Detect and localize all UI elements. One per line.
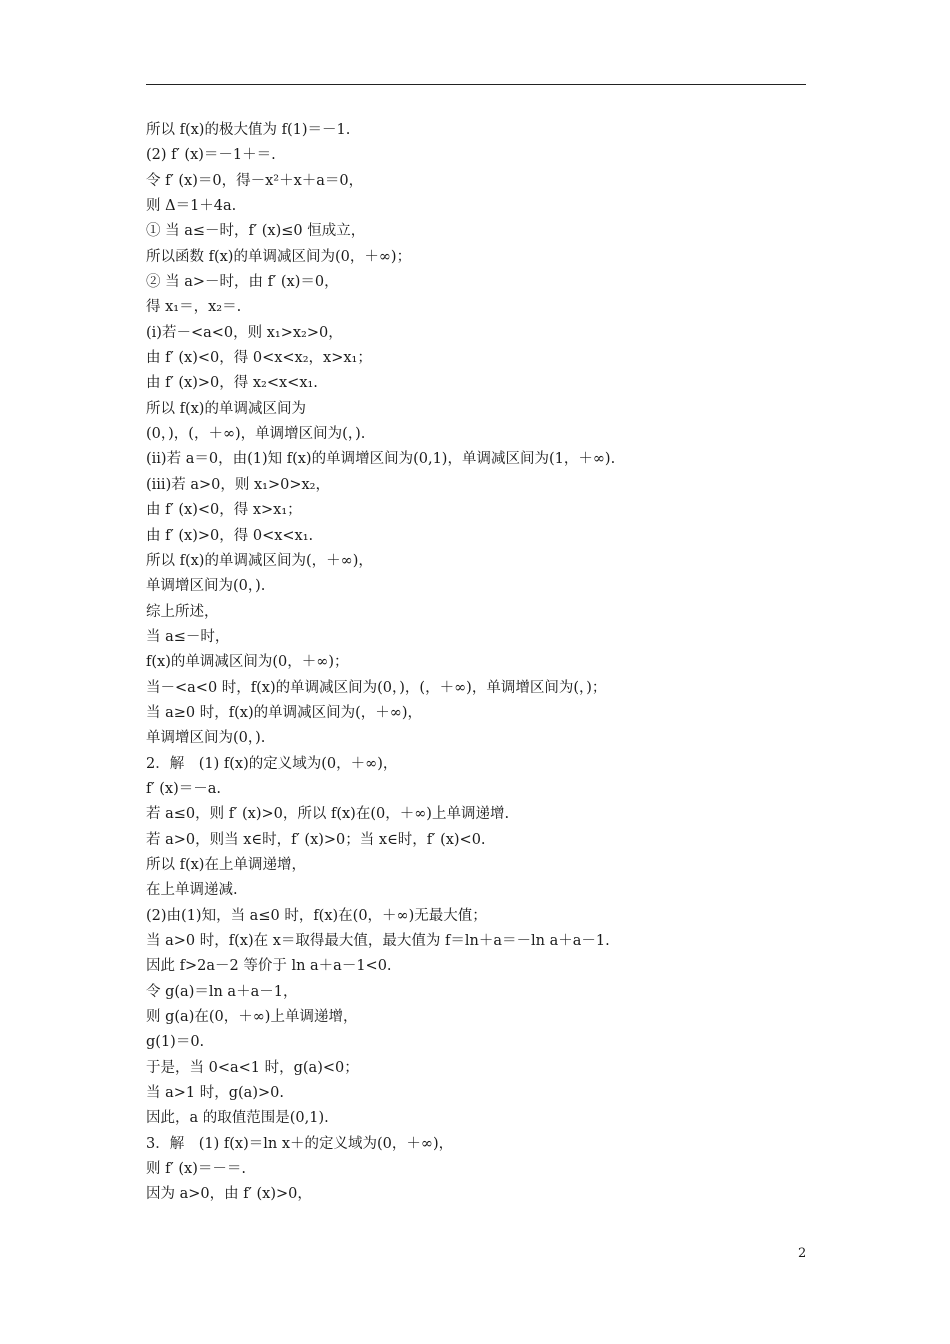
text-line: 则 g(a)在(0，＋∞)上单调递增， [146,1009,358,1026]
text-line: 则 Δ＝1＋4a. [146,198,237,215]
text-line: 令 f′ (x)＝0，得－x²＋x＋a＝0， [146,172,364,189]
text-line: (0，)，(，＋∞)，单调增区间为(，). [146,426,366,443]
text-line: 当 a>0 时，f(x)在 x＝取得最大值，最大值为 f＝ln＋a＝－ln a＋a－1. [146,933,610,949]
text-line: g(1)＝0. [146,1034,205,1051]
text-line: 得 x₁＝，x₂＝. [146,299,242,316]
header-rule [146,84,806,85]
text-line: 由 f′ (x)>0，得 x₂<x<x₁. [146,375,318,392]
text-line: 3．解 (1) f(x)＝ln x＋的定义域为(0，＋∞)， [146,1135,454,1152]
text-line: 当 a≥0 时，f(x)的单调减区间为(，＋∞)， [146,704,422,721]
text-line: 所以 f(x)的单调减区间为(，＋∞)， [146,552,373,569]
text-line: 当 a≤－时， [146,628,230,645]
text-line: 所以 f(x)在上单调递增， [146,856,306,873]
text-line: (i)若－<a<0，则 x₁>x₂>0， [146,324,343,341]
text-line: 在上单调递减. [146,882,238,899]
text-line: (2)由(1)知，当 a≤0 时，f(x)在(0，＋∞)无最大值； [146,907,487,924]
text-line: 因此，a 的取值范围是(0,1). [146,1110,329,1127]
text-line: (ii)若 a＝0，由(1)知 f(x)的单调增区间为(0,1)，单调减区间为(1，＋∞). [146,451,616,468]
text-line: 所以函数 f(x)的单调减区间为(0，＋∞)； [146,248,412,265]
text-line: ① 当 a≤－时，f′ (x)≤0 恒成立， [146,223,366,240]
text-line: 由 f′ (x)<0，得 x>x₁； [146,502,302,519]
text-line: 单调增区间为(0，). [146,578,266,595]
text-line: 所以 f(x)的极大值为 f(1)＝－1. [146,122,351,138]
text-line: 由 f′ (x)>0，得 0<x<x₁. [146,527,314,544]
text-line: 因为 a>0，由 f′ (x)>0， [146,1186,312,1203]
document-body [146,118,826,1208]
text-line: 单调增区间为(0，). [146,730,266,747]
page-number: 2 [798,1246,807,1261]
text-line: 当－<a<0 时，f(x)的单调减区间为(0，)，(，＋∞)，单调增区间为(，)； [146,679,607,696]
text-line: 若 a>0，则当 x∈时，f′ (x)>0；当 x∈时，f′ (x)<0. [146,831,486,848]
text-line: 若 a≤0，则 f′ (x)>0，所以 f(x)在(0，＋∞)上单调递增. [146,806,510,823]
text-line: 2．解 (1) f(x)的定义域为(0，＋∞)， [146,755,398,772]
text-line: f(x)的单调减区间为(0，＋∞)； [146,654,349,671]
text-line: (2) f′ (x)＝－1＋＝. [146,147,276,164]
text-line: 当 a>1 时，g(a)>0. [146,1085,284,1102]
text-line: ② 当 a>－时，由 f′ (x)＝0， [146,274,339,291]
text-line: 则 f′ (x)＝－＝. [146,1161,246,1178]
text-line: 由 f′ (x)<0，得 0<x<x₂，x>x₁； [146,350,372,367]
text-line: 综上所述， [146,603,219,620]
text-line: 因此 f>2a－2 等价于 ln a＋a－1<0. [146,958,392,975]
text-line: 令 g(a)＝ln a＋a－1， [146,983,298,1000]
text-line: 所以 f(x)的单调减区间为 [146,400,306,417]
text-line: f′ (x)＝－a. [146,780,222,797]
text-line: 于是，当 0<a<1 时，g(a)<0； [146,1059,359,1076]
text-line: (iii)若 a>0，则 x₁>0>x₂， [146,476,330,493]
